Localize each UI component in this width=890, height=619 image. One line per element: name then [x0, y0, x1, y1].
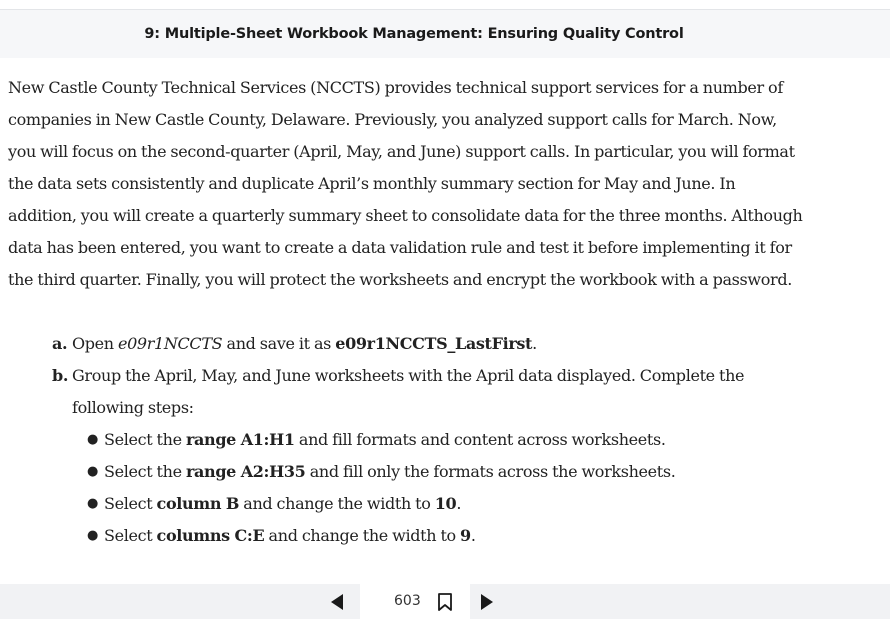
bullet-text-2: and change the width to	[264, 526, 461, 545]
bullet-text-2: and change the width to	[239, 494, 435, 513]
bookmark-icon	[437, 593, 453, 611]
step-a-letter: a.	[52, 334, 68, 353]
page-navigation-bar	[0, 584, 890, 619]
bullet-bold-1: range A1:H1	[185, 430, 295, 449]
bullet-dot: ●	[87, 528, 98, 543]
step-a-text-1: Open	[72, 334, 118, 353]
step-b-text: Group the April, May, and June worksheets with the April data displayed. Complete the following steps:	[72, 366, 745, 417]
step-a-save-name: e09r1NCCTS_LastFirst	[335, 334, 533, 353]
intro-paragraph: New Castle County Technical Services (NCCTS) provides technical support services for a number of companies in New Castle County, Delaware. Previously, you analyzed support calls for March. Now, you will focus on the second-quarter (April, May, and June) support calls. In particular, you will format the data sets consistently and duplicate April’s monthly summary section for May and June. In addition, you will create a quarterly summary sheet to consolidate data for the three months. Although data has been entered, you want to create a data validation rule and test it before implementing it for the third quarter. Finally, you will protect the worksheets and encrypt the workbook with a password.	[8, 78, 803, 289]
bullet-bold-1: range A2:H35	[185, 462, 306, 481]
bullet-item	[8, 456, 808, 488]
triangle-left-icon	[330, 594, 344, 610]
bullet-bold-2: 10	[434, 494, 457, 513]
bullet-item	[8, 424, 808, 456]
bullet-item	[8, 520, 808, 552]
steps-list	[8, 328, 808, 552]
step-b-bullets	[8, 424, 808, 552]
bullet-dot: ●	[87, 464, 98, 479]
step-b-letter: b.	[52, 366, 69, 385]
bullet-bold-2: 9	[460, 526, 471, 545]
page-number: 603	[394, 593, 421, 609]
previous-page-button[interactable]	[330, 594, 344, 610]
bookmark-button[interactable]	[437, 593, 453, 611]
bullet-bold-1: columns C:E	[156, 526, 265, 545]
step-a-text-3: .	[532, 334, 537, 353]
step-a-text-2: and save it as	[222, 334, 336, 353]
page-title: 9: Multiple-Sheet Workbook Management: Ensuring Quality Control	[144, 26, 684, 42]
triangle-right-icon	[480, 594, 494, 610]
bullet-text-1: Select the	[104, 430, 186, 449]
header-bar	[0, 10, 890, 58]
step-a	[8, 328, 808, 360]
bullet-item	[8, 488, 808, 520]
bullet-dot: ●	[87, 432, 98, 447]
document-content	[8, 72, 808, 552]
bullet-text-2: and fill only the formats across the worksheets.	[305, 462, 676, 481]
bullet-text-1: Select	[104, 526, 157, 545]
bullet-dot: ●	[87, 496, 98, 511]
step-b	[8, 360, 808, 424]
bullet-text-3: .	[470, 526, 476, 545]
bullet-text-3: .	[456, 494, 462, 513]
bullet-text-2: and fill formats and content across worksheets.	[294, 430, 666, 449]
step-a-filename: e09r1NCCTS	[117, 334, 223, 353]
bullet-bold-1: column B	[156, 494, 240, 513]
bullet-text-1: Select the	[104, 462, 186, 481]
bullet-text-1: Select	[104, 494, 157, 513]
next-page-button[interactable]	[480, 594, 494, 610]
